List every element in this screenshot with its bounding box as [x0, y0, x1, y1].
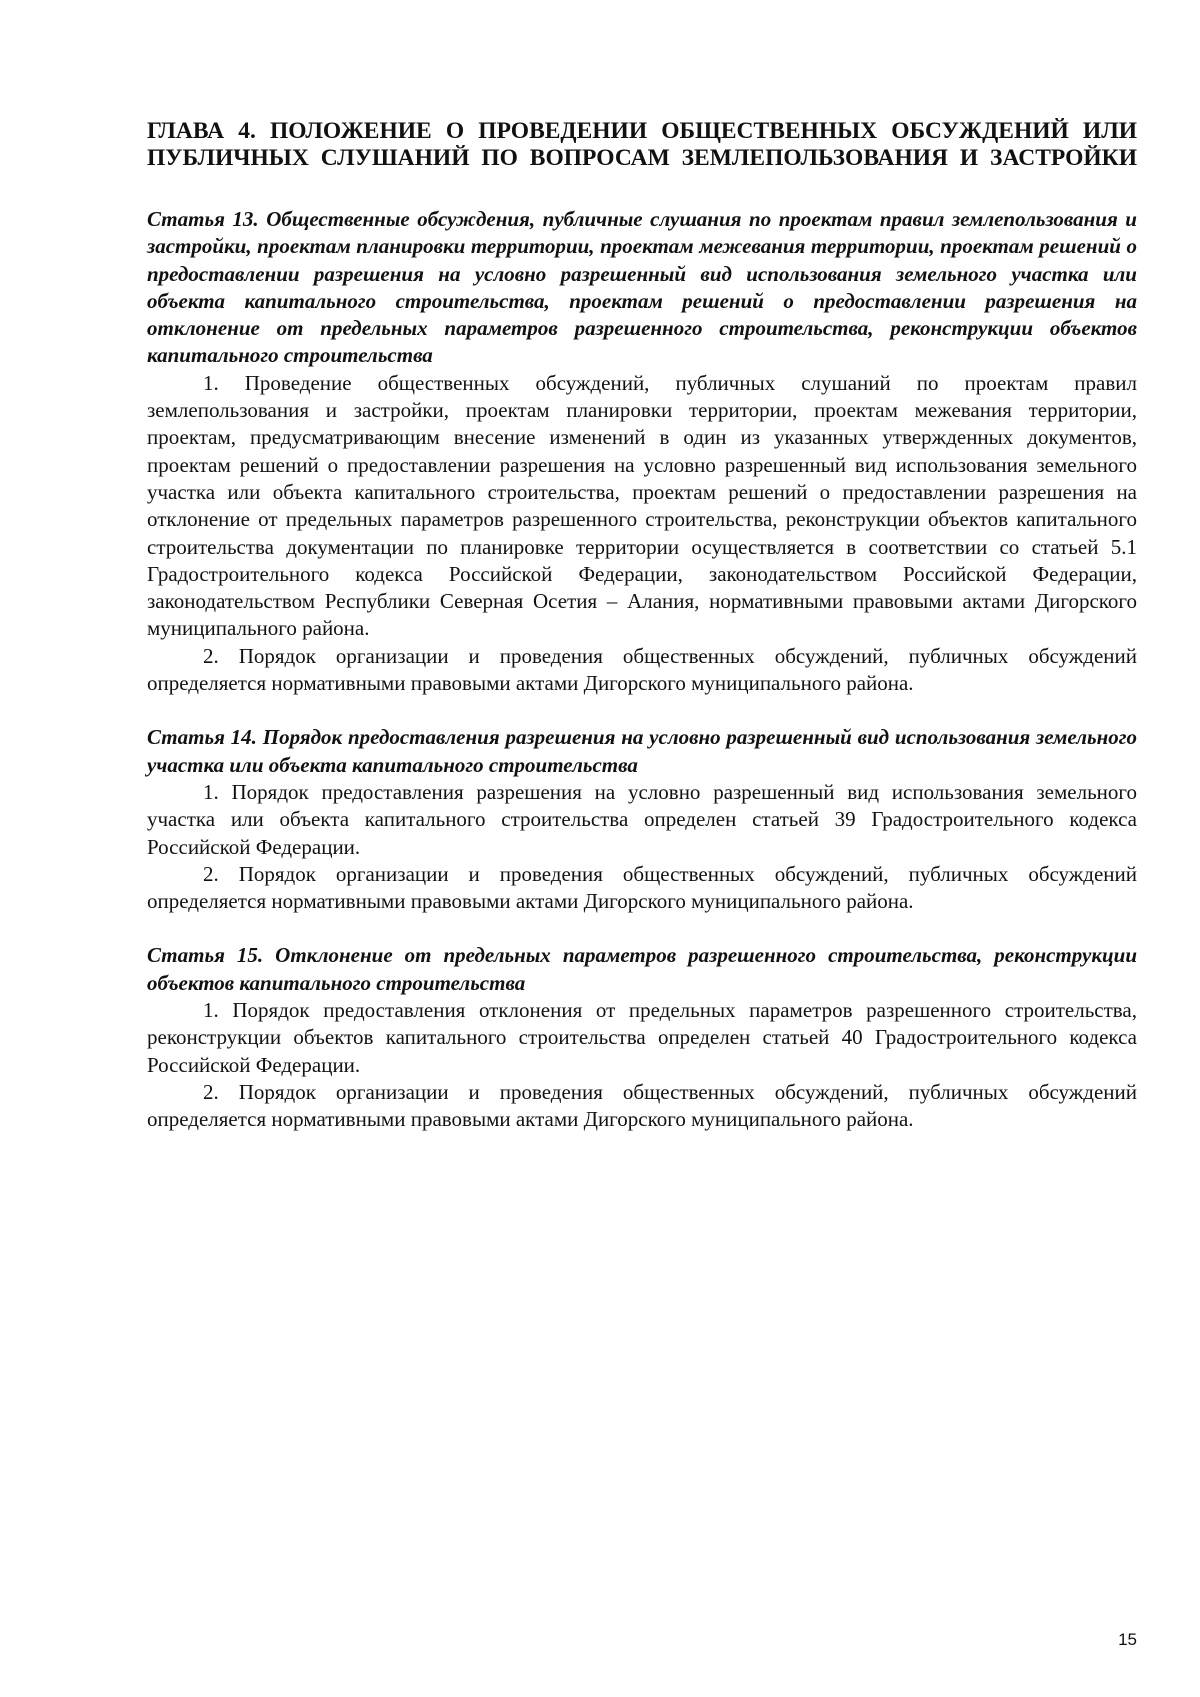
article-paragraph: 1. Порядок предоставления отклонения от предельных параметров разрешенного строительства, реконструкции объектов капитального строительства определен статьей 40 Градостроительного кодекса Российской Федерации.	[147, 998, 1137, 1077]
article-15	[147, 942, 1137, 1133]
article-paragraph: 1. Порядок предоставления разрешения на условно разрешенный вид использования земельного участка или объекта капитального строительства определен статьей 39 Градостроительного кодекса Российской Федерации.	[147, 779, 1137, 859]
article-paragraph: 1. Проведение общественных обсуждений, публичных слушаний по проектам правил землепользования и застройки, проектам планировки территории, проектам межевания территории, проектам, предусматривающим внесение изменений в один из указанных утвержденных документов, проектам решений о предоставлении разрешения на условно разрешенный вид использования земельного участка или объекта капитального строительства, проектам решений о предоставлении разрешения на отклонение от предельных параметров разрешенного строительства, реконструкции объектов капитального строительства документации по планировке территории осуществляется в соответствии со статьей 5.1 Градостроительного кодекса Российской Федерации, законодательством Российской Федерации, законодательством Республики Северная Осетия – Алания, нормативными правовыми актами Дигорского муниципального района.	[147, 370, 1137, 641]
article-title: Статья 14. Порядок предоставления разрешения на условно разрешенный вид использования земельного участка или объекта капитального строительства	[147, 725, 1137, 777]
article-paragraph: 2. Порядок организации и проведения общественных обсуждений, публичных обсуждений определяется нормативными правовыми актами Дигорского муниципального района.	[147, 643, 1137, 696]
chapter-title-line-1: ГЛАВА 4. ПОЛОЖЕНИЕ О ПРОВЕДЕНИИ ОБЩЕСТВЕННЫХ ОБСУЖДЕНИЙ ИЛИ	[147, 118, 1137, 144]
article-title: Статья 13. Общественные обсуждения, публичные слушания по проектам правил землепользования и застройки, проектам планировки территории, проектам межевания территории, проектам решений о предоставлении разрешения на условно разрешенный вид использования земельного участка или объекта капитального строительства, проектам решений о предоставлении разрешения на отклонение от предельных параметров разрешенного строительства, реконструкции объектов капитального строительства	[147, 207, 1137, 368]
article-13	[147, 206, 1137, 697]
chapter-title	[147, 118, 1137, 172]
article-paragraph: 2. Порядок организации и проведения общественных обсуждений, публичных обсуждений определяется нормативными правовыми актами Дигорского муниципального района.	[147, 1079, 1137, 1132]
document-page	[147, 118, 1137, 1161]
article-14	[147, 724, 1137, 915]
article-paragraph: 2. Порядок организации и проведения общественных обсуждений, публичных обсуждений определяется нормативными правовыми актами Дигорского муниципального района.	[147, 861, 1137, 914]
chapter-title-line-2: ПУБЛИЧНЫХ СЛУШАНИЙ ПО ВОПРОСАМ ЗЕМЛЕПОЛЬЗОВАНИЯ И ЗАСТРОЙКИ	[147, 145, 1137, 171]
page-number: 15	[1118, 1630, 1137, 1649]
article-title: Статья 15. Отклонение от предельных параметров разрешенного строительства, реконструкции объектов капитального строительства	[147, 943, 1137, 995]
